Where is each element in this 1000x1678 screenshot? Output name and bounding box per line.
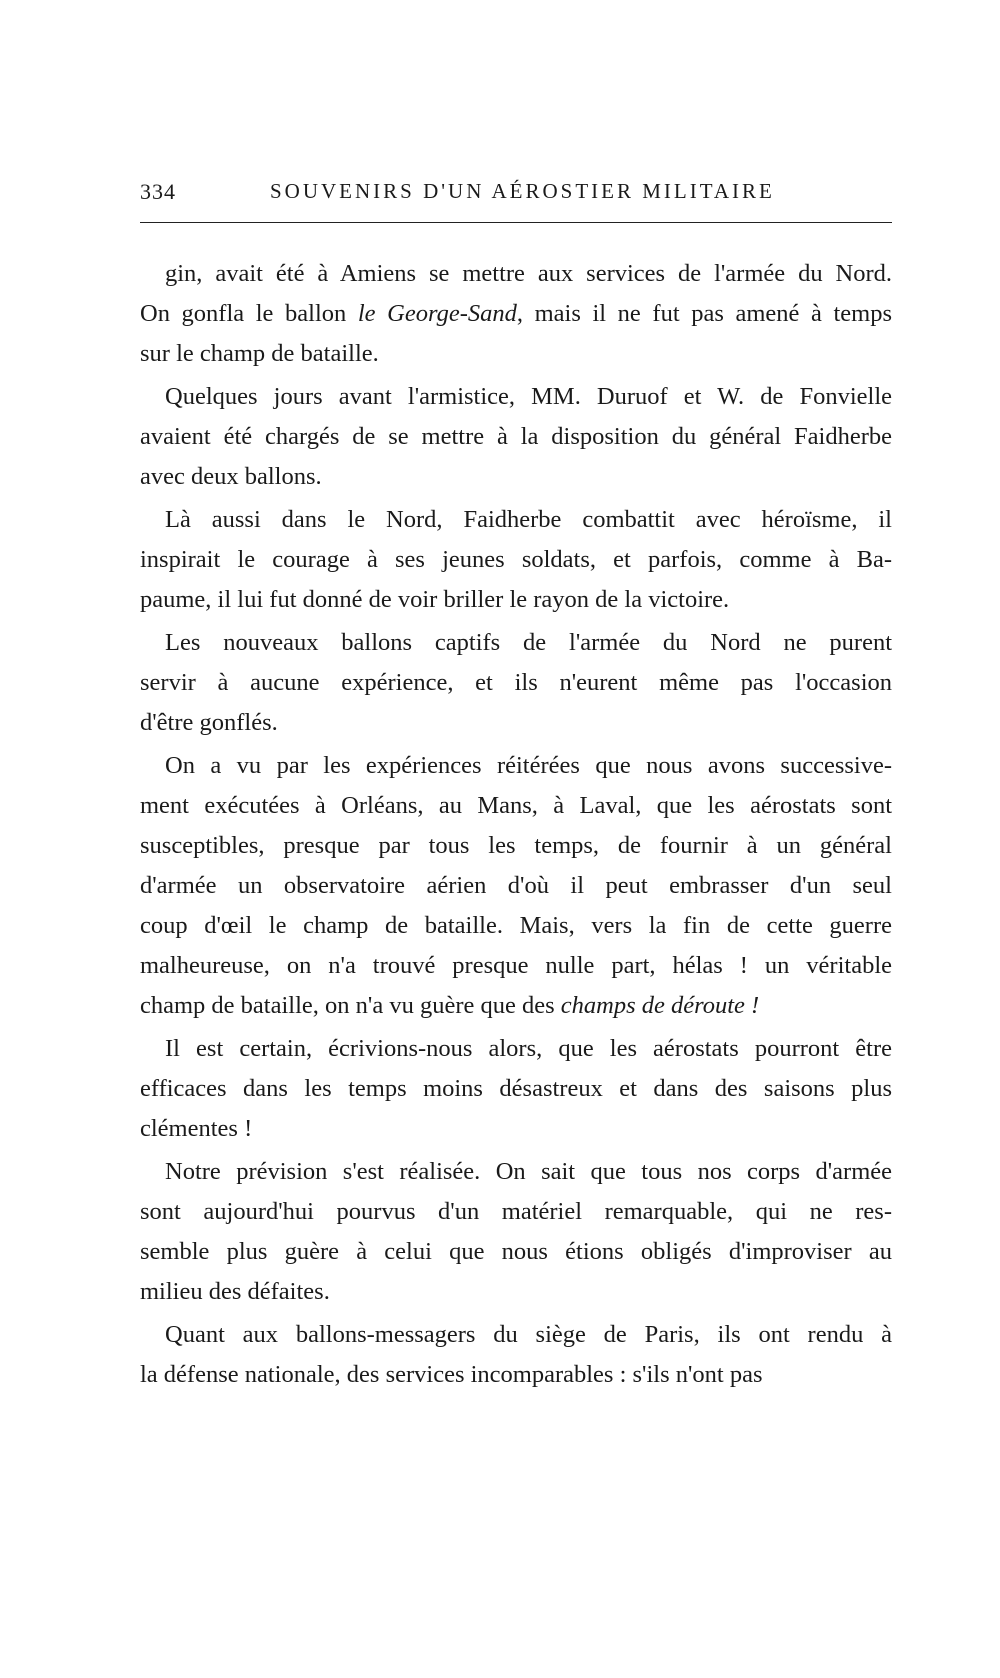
text-line bbox=[140, 986, 892, 1026]
paragraph bbox=[140, 500, 892, 620]
text-line: Là aussi dans le Nord, Faidherbe combattit avec héroïsme, il bbox=[165, 506, 892, 533]
text-line: efficaces dans les temps moins désastreux et dans des saisons plus bbox=[140, 1075, 892, 1102]
text-line bbox=[140, 294, 892, 334]
header-rule bbox=[140, 222, 892, 223]
text-line: malheureuse, on n'a trouvé presque nulle part, hélas ! un véritable bbox=[140, 952, 892, 979]
text-line: gin, avait été à Amiens se mettre aux services de l'armée du Nord. bbox=[165, 260, 892, 287]
italic-text: le George-Sand bbox=[357, 300, 517, 327]
text-line: susceptibles, presque par tous les temps, de fournir à un général bbox=[140, 832, 892, 859]
text-line: d'être gonflés. bbox=[140, 709, 278, 736]
text-line: sur le champ de bataille. bbox=[140, 340, 379, 367]
text-line: d'armée un observatoire aérien d'où il peut embrasser d'un seul bbox=[140, 872, 892, 899]
text-line: inspirait le courage à ses jeunes soldats, et parfois, comme à Ba- bbox=[140, 546, 892, 573]
text-line: sont aujourd'hui pourvus d'un matériel remarquable, qui ne res- bbox=[140, 1198, 892, 1225]
paragraph bbox=[140, 377, 892, 497]
text-segment: champ de bataille, on n'a vu guère que des bbox=[140, 992, 561, 1019]
text-line: milieu des défaites. bbox=[140, 1278, 330, 1305]
text-line: clémentes ! bbox=[140, 1115, 253, 1142]
text-line: servir à aucune expérience, et ils n'eurent même pas l'occasion bbox=[140, 669, 892, 696]
paragraph bbox=[140, 1152, 892, 1312]
text-line: coup d'œil le champ de bataille. Mais, vers la fin de cette guerre bbox=[140, 912, 892, 939]
text-line: Les nouveaux ballons captifs de l'armée du Nord ne purent bbox=[165, 629, 892, 656]
page-number: 334 bbox=[140, 179, 176, 204]
running-title: SOUVENIRS D'UN AÉROSTIER MILITAIRE bbox=[270, 179, 775, 203]
text-segment: , mais il ne fut pas amené à temps bbox=[516, 300, 892, 327]
text-line: paume, il lui fut donné de voir briller le rayon de la victoire. bbox=[140, 586, 730, 613]
paragraph bbox=[140, 1029, 892, 1149]
text-line: Il est certain, écrivions-nous alors, que les aérostats pourront être bbox=[165, 1035, 892, 1062]
paragraph bbox=[140, 1315, 892, 1395]
body-text bbox=[140, 254, 892, 1395]
italic-text: champs de déroute ! bbox=[560, 992, 760, 1019]
text-segment: On gonfla le ballon bbox=[140, 300, 358, 327]
paragraph bbox=[140, 254, 892, 374]
text-line: Quant aux ballons-messagers du siège de Paris, ils ont rendu à bbox=[165, 1321, 892, 1348]
text-line: la défense nationale, des services incomparables : s'ils n'ont pas bbox=[140, 1361, 763, 1388]
text-line: ment exécutées à Orléans, au Mans, à Laval, que les aérostats sont bbox=[140, 792, 892, 819]
text-line: Notre prévision s'est réalisée. On sait que tous nos corps d'armée bbox=[165, 1158, 892, 1185]
paragraph bbox=[140, 623, 892, 743]
text-line: semble plus guère à celui que nous étions obligés d'improviser au bbox=[140, 1238, 892, 1265]
text-line: avaient été chargés de se mettre à la disposition du général Faidherbe bbox=[140, 423, 892, 450]
running-header bbox=[140, 171, 890, 211]
text-line: avec deux ballons. bbox=[140, 463, 322, 490]
paragraph bbox=[140, 746, 892, 1026]
text-line: Quelques jours avant l'armistice, MM. Duruof et W. de Fonvielle bbox=[165, 383, 892, 410]
text-line: On a vu par les expériences réitérées que nous avons successive- bbox=[165, 752, 892, 779]
